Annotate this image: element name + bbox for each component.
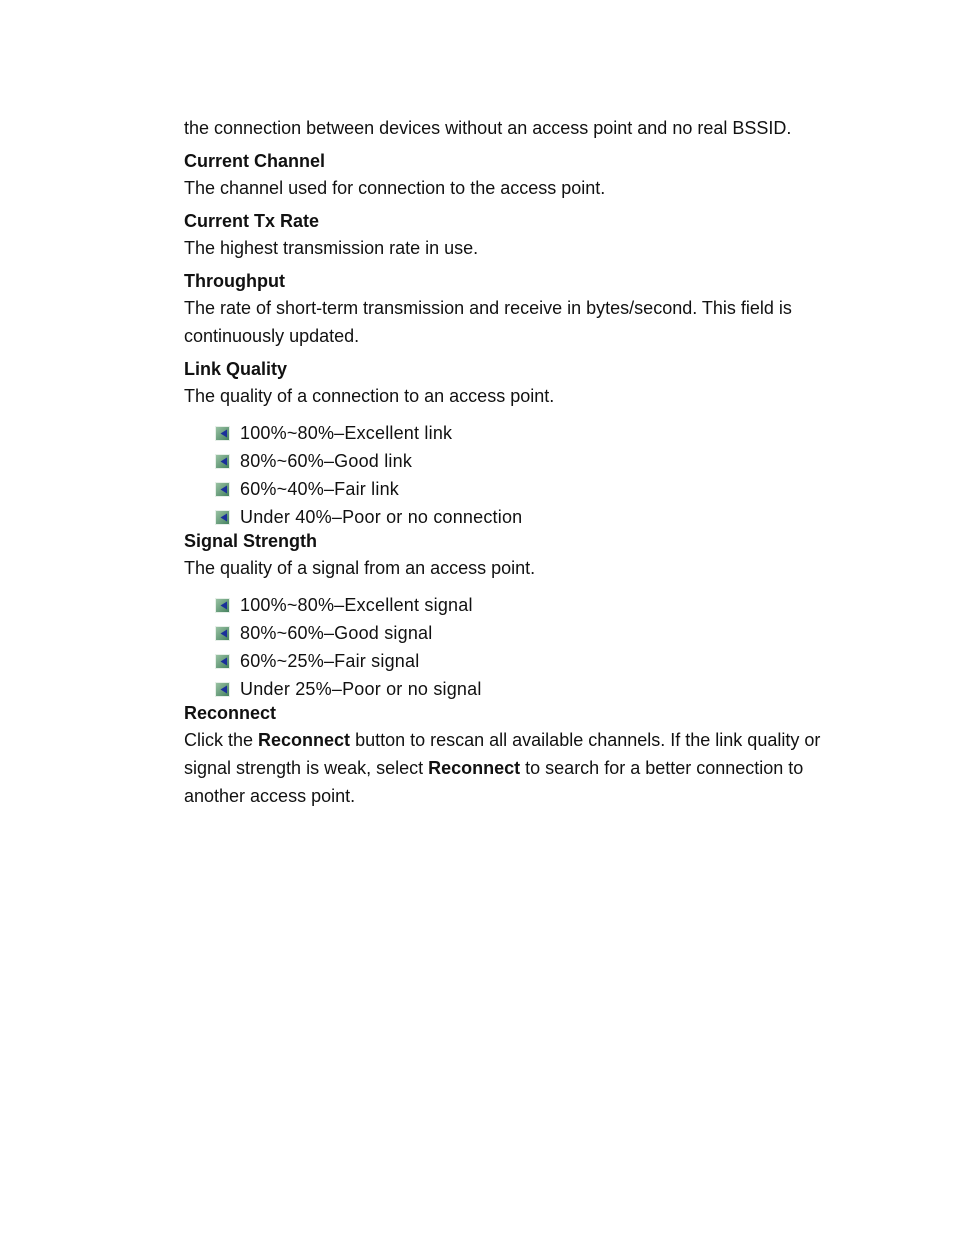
list-item: [215, 503, 854, 531]
desc-throughput: The rate of short-term transmission and receive in bytes/second. This field is continuously updated.: [184, 298, 792, 346]
reconnect-text-3: to search for a better connection to another access point.: [184, 758, 804, 806]
reconnect-text-1: Click the: [184, 730, 259, 750]
list-item-text: 60%~25%–Fair signal: [240, 651, 420, 671]
square-bullet-icon: [215, 654, 230, 669]
heading-signal-strength: Signal Strength: [184, 531, 318, 551]
list-item-text: 100%~80%–Excellent signal: [240, 595, 473, 615]
document-page: [184, 114, 854, 810]
list-item: [215, 447, 854, 475]
list-item-text: Under 25%–Poor or no signal: [240, 679, 482, 699]
desc-current-channel: The channel used for connection to the access point.: [184, 178, 606, 198]
reconnect-text-2: button to rescan all available channels. If the link quality or signal strength is weak, select: [184, 730, 821, 778]
signal-strength-list: [184, 591, 854, 703]
intro-paragraph: the connection between devices without an access point and no real BSSID.: [184, 118, 792, 138]
heading-throughput: Throughput: [184, 271, 285, 291]
list-item: [215, 591, 854, 619]
list-item: [215, 475, 854, 503]
list-item: [215, 419, 854, 447]
link-quality-list: [184, 419, 854, 531]
list-item: [215, 647, 854, 675]
desc-signal-strength: The quality of a signal from an access point.: [184, 558, 536, 578]
reconnect-bold-1: Reconnect: [258, 730, 351, 750]
list-item-text: 80%~60%–Good signal: [240, 623, 433, 643]
square-bullet-icon: [215, 482, 230, 497]
square-bullet-icon: [215, 426, 230, 441]
heading-current-tx-rate: Current Tx Rate: [184, 211, 320, 231]
heading-link-quality: Link Quality: [184, 359, 288, 379]
desc-reconnect: [184, 726, 854, 810]
desc-current-tx-rate: The highest transmission rate in use.: [184, 238, 479, 258]
list-item: [215, 675, 854, 703]
heading-current-channel: Current Channel: [184, 151, 326, 171]
list-item-text: Under 40%–Poor or no connection: [240, 507, 523, 527]
square-bullet-icon: [215, 682, 230, 697]
desc-link-quality: The quality of a connection to an access point.: [184, 386, 555, 406]
list-item-text: 60%~40%–Fair link: [240, 479, 399, 499]
square-bullet-icon: [215, 598, 230, 613]
square-bullet-icon: [215, 510, 230, 525]
square-bullet-icon: [215, 626, 230, 641]
list-item-text: 80%~60%–Good link: [240, 451, 413, 471]
list-item: [215, 619, 854, 647]
list-item-text: 100%~80%–Excellent link: [240, 423, 453, 443]
reconnect-bold-2: Reconnect: [428, 758, 521, 778]
heading-reconnect: Reconnect: [184, 703, 277, 723]
square-bullet-icon: [215, 454, 230, 469]
